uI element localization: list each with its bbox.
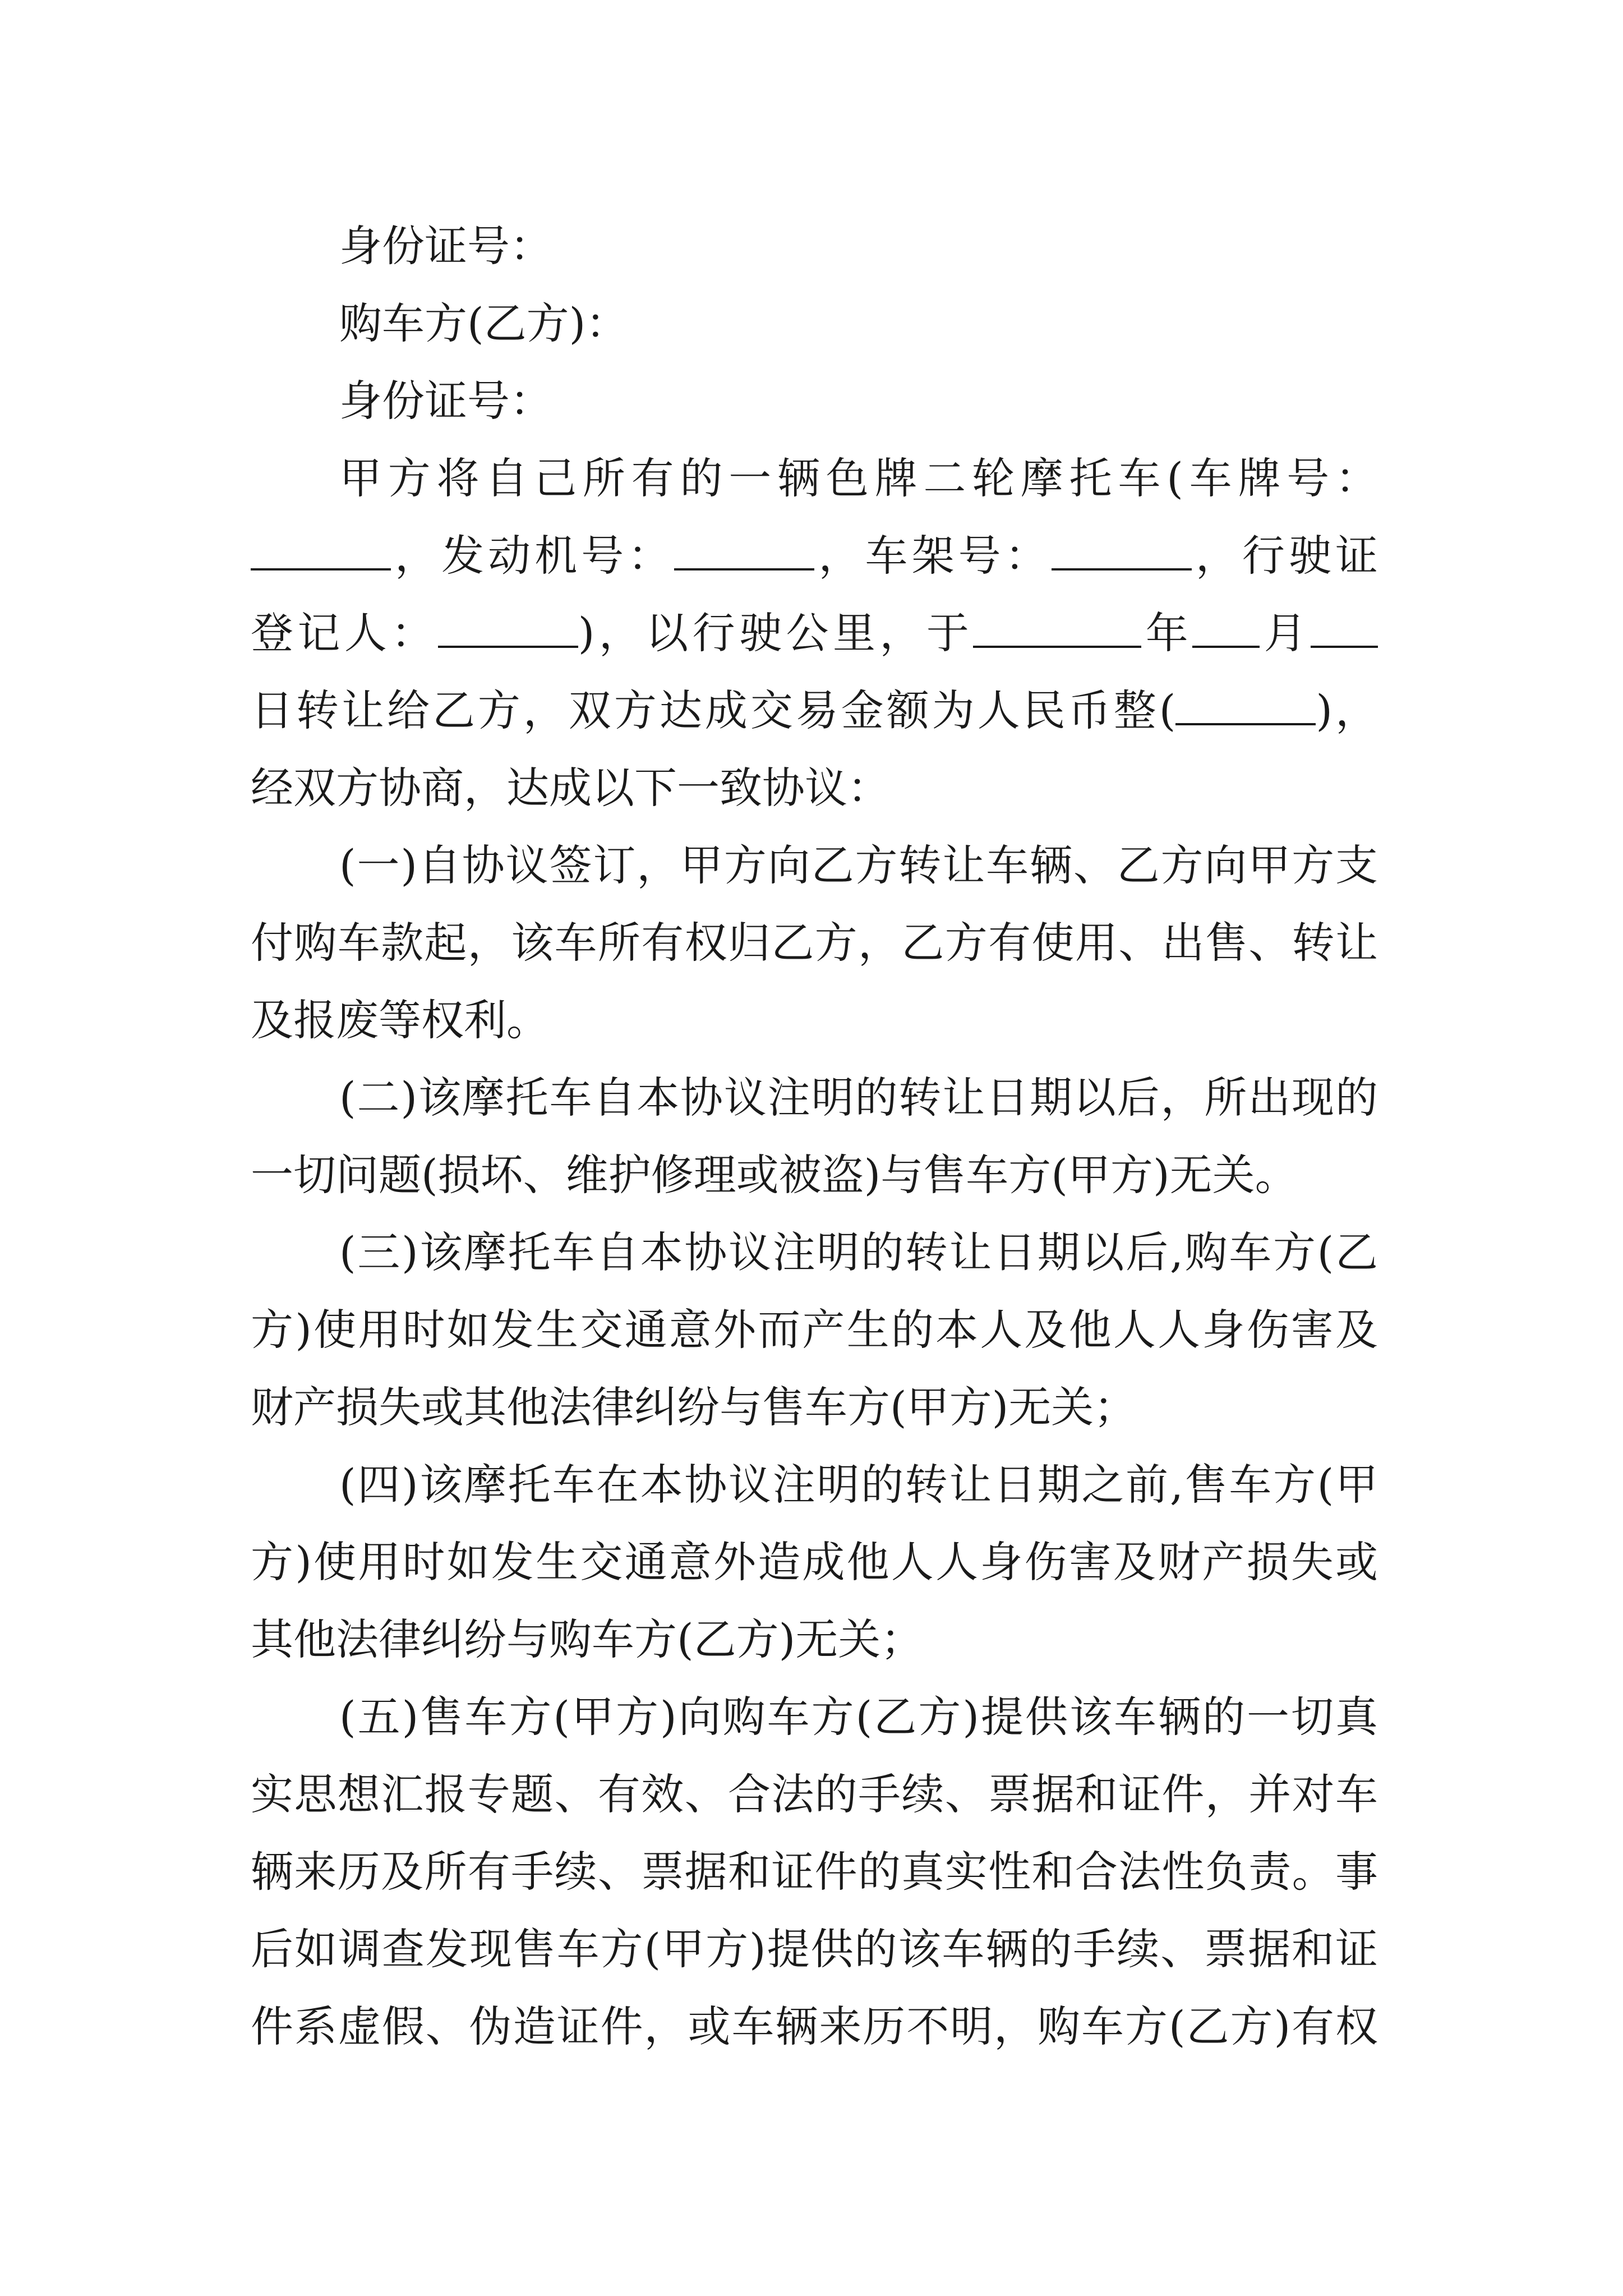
clause-line: (四)该摩托车在本协议注明的转让日期之前,售车方(甲: [339, 1460, 1378, 1510]
clause-5: [251, 1678, 1378, 2065]
clause-line: (五)售车方(甲方)向购车方(乙方)提供该车辆的一切真: [339, 1692, 1378, 1742]
clause-line: 一切问题(损坏、维护修理或被盗)与售车方(甲方)无关。: [251, 1150, 1298, 1200]
seller-id-number-label: 身份证号：: [339, 221, 552, 271]
buyer-id-number-label: 身份证号：: [339, 376, 552, 426]
amount-blank: [1175, 691, 1316, 725]
clause-line: 财产损失或其他法律纠纷与售车方(甲方)无关；: [251, 1382, 1137, 1432]
clause-line: (三)该摩托车自本协议注明的转让日期以后,购车方(乙: [339, 1227, 1378, 1277]
frame-number-blank: [1052, 536, 1192, 570]
month-blank: [1192, 613, 1260, 648]
clause-line: 及报废等权利。: [251, 995, 549, 1045]
clause-line: 方)使用时如发生交通意外造成他人人身伤害及财产损失或: [251, 1537, 1378, 1587]
buyer-label: 购车方(乙方)：: [339, 298, 629, 348]
intro-line-4: 日转让给乙方，双方达成交易金额为人民币整( )，: [251, 685, 1378, 735]
clause-line: 后如调查发现售车方(甲方)提供的该车辆的手续、票据和证: [251, 1924, 1378, 1974]
year-blank: [973, 613, 1141, 648]
clause-1: [251, 827, 1378, 1059]
plate-number-blank: [251, 536, 391, 570]
intro-line-3: 登记人： )，以行驶公里，于 年 月: [251, 595, 1378, 672]
clause-line: (一)自协议签订，甲方向乙方转让车辆、乙方向甲方支: [339, 840, 1378, 890]
engine-number-blank: [674, 536, 814, 570]
clause-line: 件系虚假、伪造证件，或车辆来历不明，购车方(乙方)有权: [251, 2001, 1378, 2051]
clause-2: [251, 1059, 1378, 1214]
intro-line-1: 甲方将自己所有的一辆色牌二轮摩托车(车牌号：: [339, 453, 1378, 503]
agreement-body: [251, 208, 1378, 2065]
clause-line: 其他法律纠纷与购车方(乙方)无关；: [251, 1614, 924, 1664]
clause-3: [251, 1214, 1378, 1446]
intro-line-2: ，发动机号： ，车架号： ，行驶证: [251, 517, 1378, 595]
clause-line: 实思想汇报专题、有效、合法的手续、票据和证件，并对车: [251, 1769, 1378, 1819]
day-blank: [1311, 613, 1378, 648]
intro-paragraph: [251, 440, 1378, 827]
clause-4: [251, 1446, 1378, 1678]
registrant-blank: [438, 613, 578, 648]
clause-line: 辆来历及所有手续、票据和证件的真实性和合法性负责。事: [251, 1847, 1378, 1897]
intro-line-5: 经双方协商，达成以下一致协议：: [251, 763, 890, 813]
clause-line: 方)使用时如发生交通意外而产生的本人及他人人身伤害及: [251, 1305, 1378, 1355]
clause-line: (二)该摩托车自本协议注明的转让日期以后，所出现的: [339, 1073, 1378, 1122]
clause-line: 付购车款起，该车所有权归乙方，乙方有使用、出售、转让: [251, 918, 1378, 968]
